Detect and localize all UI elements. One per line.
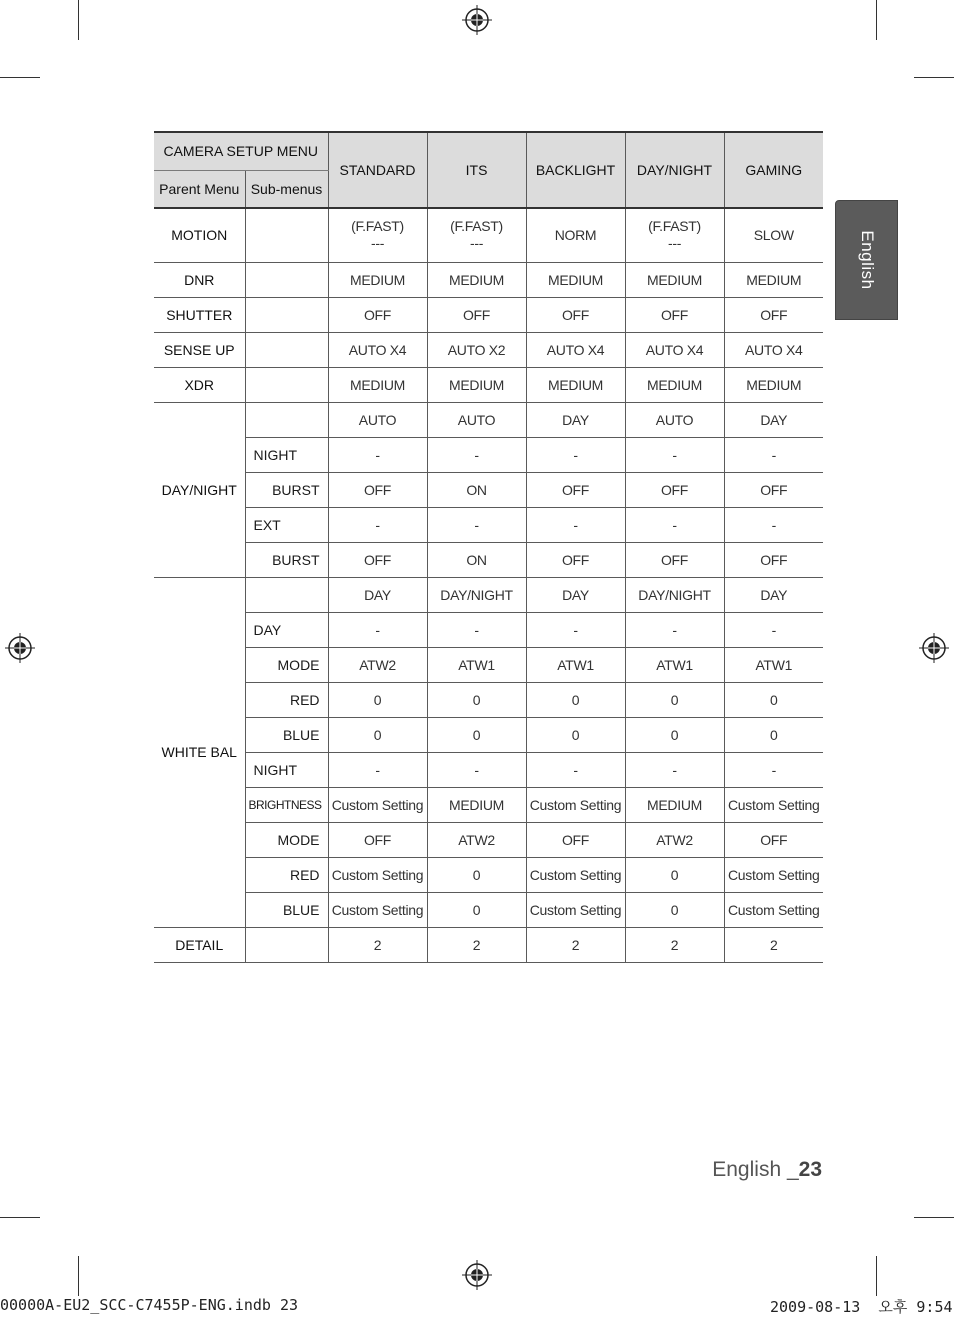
- sub-menu-cell: [245, 297, 328, 332]
- value-cell: -: [427, 437, 526, 472]
- value-cell: -: [526, 437, 625, 472]
- registration-mark-icon: [462, 1260, 492, 1290]
- sub-menu-cell: RED: [245, 857, 328, 892]
- print-date-info: [770, 1296, 953, 1317]
- value-cell: OFF: [427, 297, 526, 332]
- sub-menu-cell: [245, 332, 328, 367]
- value-cell: MEDIUM: [328, 367, 427, 402]
- value-line: (F.FAST): [648, 218, 701, 235]
- sub-menu-cell: BURST: [245, 472, 328, 507]
- value-cell: 0: [427, 682, 526, 717]
- value-cell: OFF: [724, 472, 823, 507]
- parent-menu-cell: SHUTTER: [154, 297, 245, 332]
- value-cell: -: [427, 612, 526, 647]
- value-cell: 0: [625, 857, 724, 892]
- value-cell: [328, 208, 427, 262]
- value-cell: -: [724, 752, 823, 787]
- value-cell: DAY: [526, 577, 625, 612]
- crop-mark: [78, 1256, 79, 1296]
- table-row-white-bal: [154, 682, 823, 717]
- sub-menu-cell: [245, 577, 328, 612]
- sub-menu-cell: DAY: [245, 612, 328, 647]
- value-cell: AUTO X4: [526, 332, 625, 367]
- value-cell: -: [724, 437, 823, 472]
- header-mode-day-night: DAY/NIGHT: [625, 132, 724, 208]
- value-cell: 0: [724, 717, 823, 752]
- sub-menu-cell: BRIGHTNESS: [245, 787, 328, 822]
- sub-menu-cell: MODE: [245, 822, 328, 857]
- parent-menu-cell: MOTION: [154, 208, 245, 262]
- value-cell: MEDIUM: [328, 262, 427, 297]
- value-cell: MEDIUM: [526, 367, 625, 402]
- value-cell: Custom Setting: [724, 857, 823, 892]
- value-cell: 2: [724, 927, 823, 962]
- header-sub-menus: Sub-menus: [245, 170, 328, 208]
- language-side-tab: [835, 200, 898, 320]
- table-row-dnr: [154, 262, 823, 297]
- parent-menu-cell: DNR: [154, 262, 245, 297]
- header-parent-menu: Parent Menu: [154, 170, 245, 208]
- value-cell: AUTO X4: [724, 332, 823, 367]
- table-row-sense-up: [154, 332, 823, 367]
- table-header-row: [154, 132, 823, 170]
- header-camera-setup-menu: CAMERA SETUP MENU: [154, 132, 328, 170]
- sub-menu-cell: BLUE: [245, 717, 328, 752]
- value-cell: OFF: [526, 297, 625, 332]
- sub-menu-cell: [245, 927, 328, 962]
- sub-menu-cell: RED: [245, 682, 328, 717]
- value-cell: 0: [724, 682, 823, 717]
- value-cell: DAY: [724, 402, 823, 437]
- parent-menu-cell: WHITE BAL: [154, 577, 245, 927]
- value-cell: AUTO X4: [625, 332, 724, 367]
- value-cell: ATW2: [625, 822, 724, 857]
- value-cell: DAY: [526, 402, 625, 437]
- value-cell: [526, 208, 625, 262]
- value-cell: AUTO X2: [427, 332, 526, 367]
- print-date: 2009-08-13: [770, 1298, 861, 1316]
- value-cell: -: [625, 507, 724, 542]
- sub-menu-cell: EXT: [245, 507, 328, 542]
- value-cell: ATW2: [427, 822, 526, 857]
- side-tab-label: English: [857, 230, 877, 290]
- table-row-day-night: [154, 507, 823, 542]
- value-cell: -: [328, 437, 427, 472]
- value-cell: -: [526, 752, 625, 787]
- print-file-info: 00000A-EU2_SCC-C7455P-ENG.indb 23: [0, 1296, 299, 1314]
- value-cell: ATW1: [724, 647, 823, 682]
- value-cell: -: [526, 612, 625, 647]
- value-cell: MEDIUM: [526, 262, 625, 297]
- value-cell: -: [724, 612, 823, 647]
- value-cell: Custom Setting: [328, 857, 427, 892]
- header-mode-backlight: BACKLIGHT: [526, 132, 625, 208]
- value-cell: Custom Setting: [526, 892, 625, 927]
- sub-menu-cell: BURST: [245, 542, 328, 577]
- value-cell: OFF: [328, 297, 427, 332]
- sub-menu-cell: BLUE: [245, 892, 328, 927]
- crop-mark: [876, 1256, 877, 1296]
- value-cell: Custom Setting: [724, 892, 823, 927]
- value-cell: ATW2: [328, 647, 427, 682]
- header-mode-gaming: GAMING: [724, 132, 823, 208]
- table-row-white-bal: [154, 717, 823, 752]
- table-row-white-bal: [154, 822, 823, 857]
- value-cell: OFF: [328, 542, 427, 577]
- value-cell: -: [328, 507, 427, 542]
- table-row-day-night: [154, 402, 823, 437]
- table-row-white-bal: [154, 647, 823, 682]
- value-cell: ATW1: [625, 647, 724, 682]
- value-cell: MEDIUM: [427, 367, 526, 402]
- value-cell: OFF: [625, 542, 724, 577]
- parent-menu-cell: DETAIL: [154, 927, 245, 962]
- value-cell: 0: [427, 857, 526, 892]
- value-cell: OFF: [328, 822, 427, 857]
- table-row-shutter: [154, 297, 823, 332]
- value-cell: 0: [625, 892, 724, 927]
- value-cell: Custom Setting: [724, 787, 823, 822]
- crop-mark: [78, 0, 79, 40]
- value-cell: -: [625, 612, 724, 647]
- value-cell: 2: [328, 927, 427, 962]
- parent-menu-cell: SENSE UP: [154, 332, 245, 367]
- footer-language: English _: [712, 1158, 799, 1181]
- value-cell: ATW1: [427, 647, 526, 682]
- table-row-motion: [154, 208, 823, 262]
- sub-menu-cell: [245, 402, 328, 437]
- value-cell: MEDIUM: [427, 262, 526, 297]
- value-cell: 0: [328, 717, 427, 752]
- value-cell: AUTO: [328, 402, 427, 437]
- value-cell: Custom Setting: [526, 787, 625, 822]
- print-time: 오후 9:54: [878, 1298, 953, 1316]
- value-cell: OFF: [328, 472, 427, 507]
- value-cell: Custom Setting: [328, 892, 427, 927]
- value-line: ---: [469, 235, 484, 252]
- value-cell: MEDIUM: [724, 262, 823, 297]
- camera-setup-table: [154, 131, 823, 963]
- value-line: ---: [370, 235, 385, 252]
- value-cell: 0: [625, 682, 724, 717]
- value-cell: MEDIUM: [625, 367, 724, 402]
- value-cell: 2: [526, 927, 625, 962]
- value-cell: ON: [427, 472, 526, 507]
- value-cell: [427, 208, 526, 262]
- table-row-white-bal: [154, 892, 823, 927]
- table-row-detail: [154, 927, 823, 962]
- value-cell: -: [328, 612, 427, 647]
- value-line: SLOW: [753, 226, 794, 243]
- table-row-xdr: [154, 367, 823, 402]
- value-cell: MEDIUM: [427, 787, 526, 822]
- value-cell: 0: [427, 892, 526, 927]
- crop-mark: [914, 77, 954, 78]
- value-cell: AUTO: [427, 402, 526, 437]
- value-cell: Custom Setting: [526, 857, 625, 892]
- table-row-white-bal: [154, 612, 823, 647]
- value-cell: MEDIUM: [724, 367, 823, 402]
- value-cell: [625, 208, 724, 262]
- value-cell: MEDIUM: [625, 787, 724, 822]
- value-line: ---: [667, 235, 682, 252]
- sub-menu-cell: MODE: [245, 647, 328, 682]
- value-cell: OFF: [625, 297, 724, 332]
- value-cell: 0: [526, 682, 625, 717]
- value-cell: -: [427, 507, 526, 542]
- header-mode-standard: STANDARD: [328, 132, 427, 208]
- sub-menu-cell: [245, 262, 328, 297]
- value-cell: -: [328, 752, 427, 787]
- value-cell: MEDIUM: [625, 262, 724, 297]
- value-cell: -: [526, 507, 625, 542]
- value-cell: ATW1: [526, 647, 625, 682]
- parent-menu-cell: XDR: [154, 367, 245, 402]
- page-number: 23: [798, 1158, 822, 1181]
- value-cell: OFF: [724, 297, 823, 332]
- crop-mark: [914, 1217, 954, 1218]
- table-row-white-bal: [154, 752, 823, 787]
- registration-mark-icon: [5, 633, 35, 663]
- value-cell: DAY/NIGHT: [427, 577, 526, 612]
- value-cell: OFF: [526, 822, 625, 857]
- value-cell: 2: [625, 927, 724, 962]
- sub-menu-cell: [245, 208, 328, 262]
- table-row-day-night: [154, 542, 823, 577]
- registration-mark-icon: [919, 633, 949, 663]
- value-cell: DAY: [724, 577, 823, 612]
- value-cell: 0: [526, 717, 625, 752]
- value-cell: 2: [427, 927, 526, 962]
- value-cell: AUTO X4: [328, 332, 427, 367]
- value-cell: AUTO: [625, 402, 724, 437]
- value-line: NORM: [554, 226, 597, 243]
- value-cell: -: [625, 437, 724, 472]
- value-cell: OFF: [526, 542, 625, 577]
- sub-menu-cell: NIGHT: [245, 752, 328, 787]
- value-cell: -: [724, 507, 823, 542]
- table-row-white-bal: [154, 787, 823, 822]
- crop-mark: [0, 77, 40, 78]
- value-cell: 0: [328, 682, 427, 717]
- value-cell: OFF: [724, 542, 823, 577]
- crop-mark: [0, 1217, 40, 1218]
- registration-mark-icon: [462, 5, 492, 35]
- table-row-white-bal: [154, 857, 823, 892]
- value-cell: -: [625, 752, 724, 787]
- value-cell: Custom Setting: [328, 787, 427, 822]
- value-cell: DAY/NIGHT: [625, 577, 724, 612]
- sub-menu-cell: [245, 367, 328, 402]
- value-line: (F.FAST): [351, 218, 404, 235]
- value-cell: 0: [427, 717, 526, 752]
- table-row-day-night: [154, 437, 823, 472]
- value-cell: OFF: [526, 472, 625, 507]
- sub-menu-cell: NIGHT: [245, 437, 328, 472]
- value-cell: DAY: [328, 577, 427, 612]
- value-cell: 0: [625, 717, 724, 752]
- value-cell: ON: [427, 542, 526, 577]
- value-line: (F.FAST): [450, 218, 503, 235]
- page-footer: [712, 1158, 822, 1182]
- value-cell: [724, 208, 823, 262]
- value-cell: OFF: [724, 822, 823, 857]
- table-row-white-bal: [154, 577, 823, 612]
- crop-mark: [876, 0, 877, 40]
- value-cell: -: [427, 752, 526, 787]
- value-cell: OFF: [625, 472, 724, 507]
- table-row-day-night: [154, 472, 823, 507]
- parent-menu-cell: DAY/NIGHT: [154, 402, 245, 577]
- header-mode-its: ITS: [427, 132, 526, 208]
